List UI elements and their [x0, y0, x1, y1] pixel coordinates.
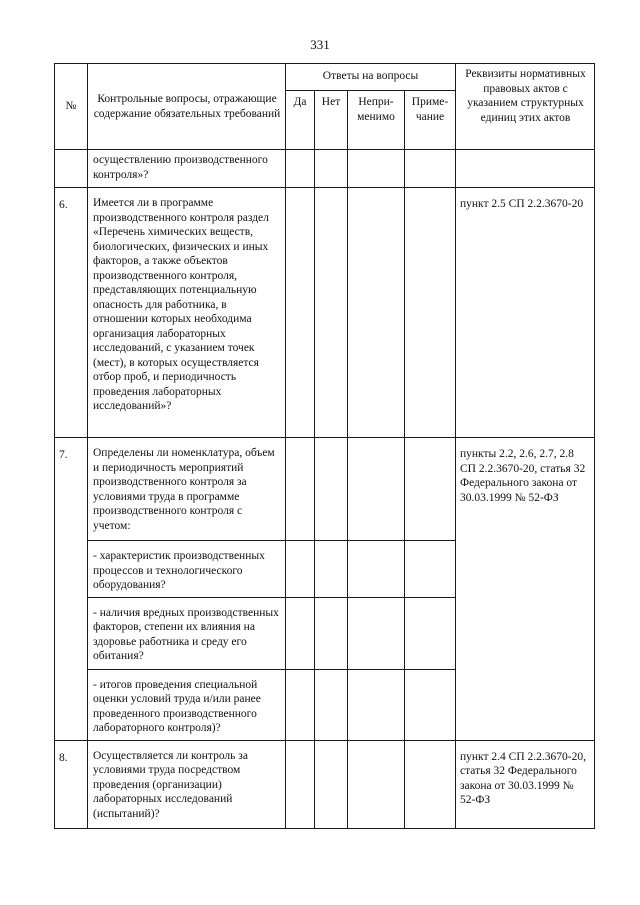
- row-question: Имеется ли в программе производственного контроля раздел «Перечень химических веществ, биологических, физических и иных факторов, а также объектов производственного контроля, представляющих потенциальную опасность для работника, в отношении которых необходима организация лабораторных исследований, с указанием точек (мест), в которых осуществляется отбор проб, и периодичность проведения лабораторных исследований»?: [88, 188, 286, 438]
- page-number: 331: [310, 37, 330, 52]
- answer-note-cell[interactable]: [405, 669, 456, 740]
- answer-yes-cell[interactable]: [286, 188, 315, 438]
- answer-no-cell[interactable]: [315, 150, 348, 188]
- answer-na-cell[interactable]: [348, 740, 405, 828]
- checklist-table: [54, 63, 595, 829]
- answer-no-cell[interactable]: [315, 740, 348, 828]
- answer-yes-cell[interactable]: [286, 597, 315, 669]
- header-no: Нет: [315, 91, 348, 150]
- answer-note-cell[interactable]: [405, 597, 456, 669]
- answer-yes-cell[interactable]: [286, 740, 315, 828]
- answer-yes-cell[interactable]: [286, 150, 315, 188]
- header-refs: Реквизиты нормативных правовых актов с указанием структурных единиц этих актов: [456, 64, 595, 150]
- answer-yes-cell[interactable]: [286, 541, 315, 598]
- answer-na-cell[interactable]: [348, 150, 405, 188]
- table-row: [55, 740, 595, 828]
- answer-no-cell[interactable]: [315, 188, 348, 438]
- row-question: Осуществляется ли контроль за условиями труда посредством проведения (организации) лабораторных исследований (испытаний)?: [88, 740, 286, 828]
- answer-note-cell[interactable]: [405, 188, 456, 438]
- answer-no-cell[interactable]: [315, 597, 348, 669]
- header-note: Приме-чание: [405, 91, 456, 150]
- row-num: 7.: [55, 438, 88, 741]
- row-subitem: - наличия вредных производственных факторов, степени их влияния на здоровье работника и среду его обитания?: [88, 597, 286, 669]
- row-ref: [456, 150, 595, 188]
- row-subitem: - итогов проведения специальной оценки условий труда и/или ранее проведенного производственного лабораторного контроля)?: [88, 669, 286, 740]
- answer-no-cell[interactable]: [315, 438, 348, 541]
- table-row: [55, 438, 595, 541]
- answer-na-cell[interactable]: [348, 597, 405, 669]
- table-row: [55, 150, 595, 188]
- row-subitem: - характеристик производственных процессов и технологического оборудования?: [88, 541, 286, 598]
- row-num: [55, 150, 88, 188]
- answer-note-cell[interactable]: [405, 740, 456, 828]
- answer-na-cell[interactable]: [348, 541, 405, 598]
- header-num: №: [55, 64, 88, 150]
- answer-note-cell[interactable]: [405, 150, 456, 188]
- answer-na-cell[interactable]: [348, 669, 405, 740]
- answer-no-cell[interactable]: [315, 541, 348, 598]
- answer-note-cell[interactable]: [405, 438, 456, 541]
- header-question: Контрольные вопросы, отражающие содержание обязательных требований: [88, 64, 286, 150]
- answer-yes-cell[interactable]: [286, 669, 315, 740]
- header-yes: Да: [286, 91, 315, 150]
- answer-yes-cell[interactable]: [286, 438, 315, 541]
- answer-na-cell[interactable]: [348, 188, 405, 438]
- row-question: осуществлению производственного контроля»?: [88, 150, 286, 188]
- table-row: [55, 188, 595, 438]
- row-ref: пункт 2.5 СП 2.2.3670-20: [456, 188, 595, 438]
- answer-na-cell[interactable]: [348, 438, 405, 541]
- row-ref: пункт 2.4 СП 2.2.3670-20, статья 32 Федерального закона от 30.03.1999 № 52-ФЗ: [456, 740, 595, 828]
- answer-note-cell[interactable]: [405, 541, 456, 598]
- row-num: 8.: [55, 740, 88, 828]
- answer-no-cell[interactable]: [315, 669, 348, 740]
- row-num: 6.: [55, 188, 88, 438]
- row-question: Определены ли номенклатура, объем и периодичность мероприятий производственного контроля за условиями труда в программе производственного контроля с учетом:: [88, 438, 286, 541]
- row-ref: пункты 2.2, 2.6, 2.7, 2.8 СП 2.2.3670-20, статья 32 Федерального закона от 30.03.1999 № 52-ФЗ: [456, 438, 595, 741]
- header-na: Непри-менимо: [348, 91, 405, 150]
- header-answers: Ответы на вопросы: [286, 64, 456, 91]
